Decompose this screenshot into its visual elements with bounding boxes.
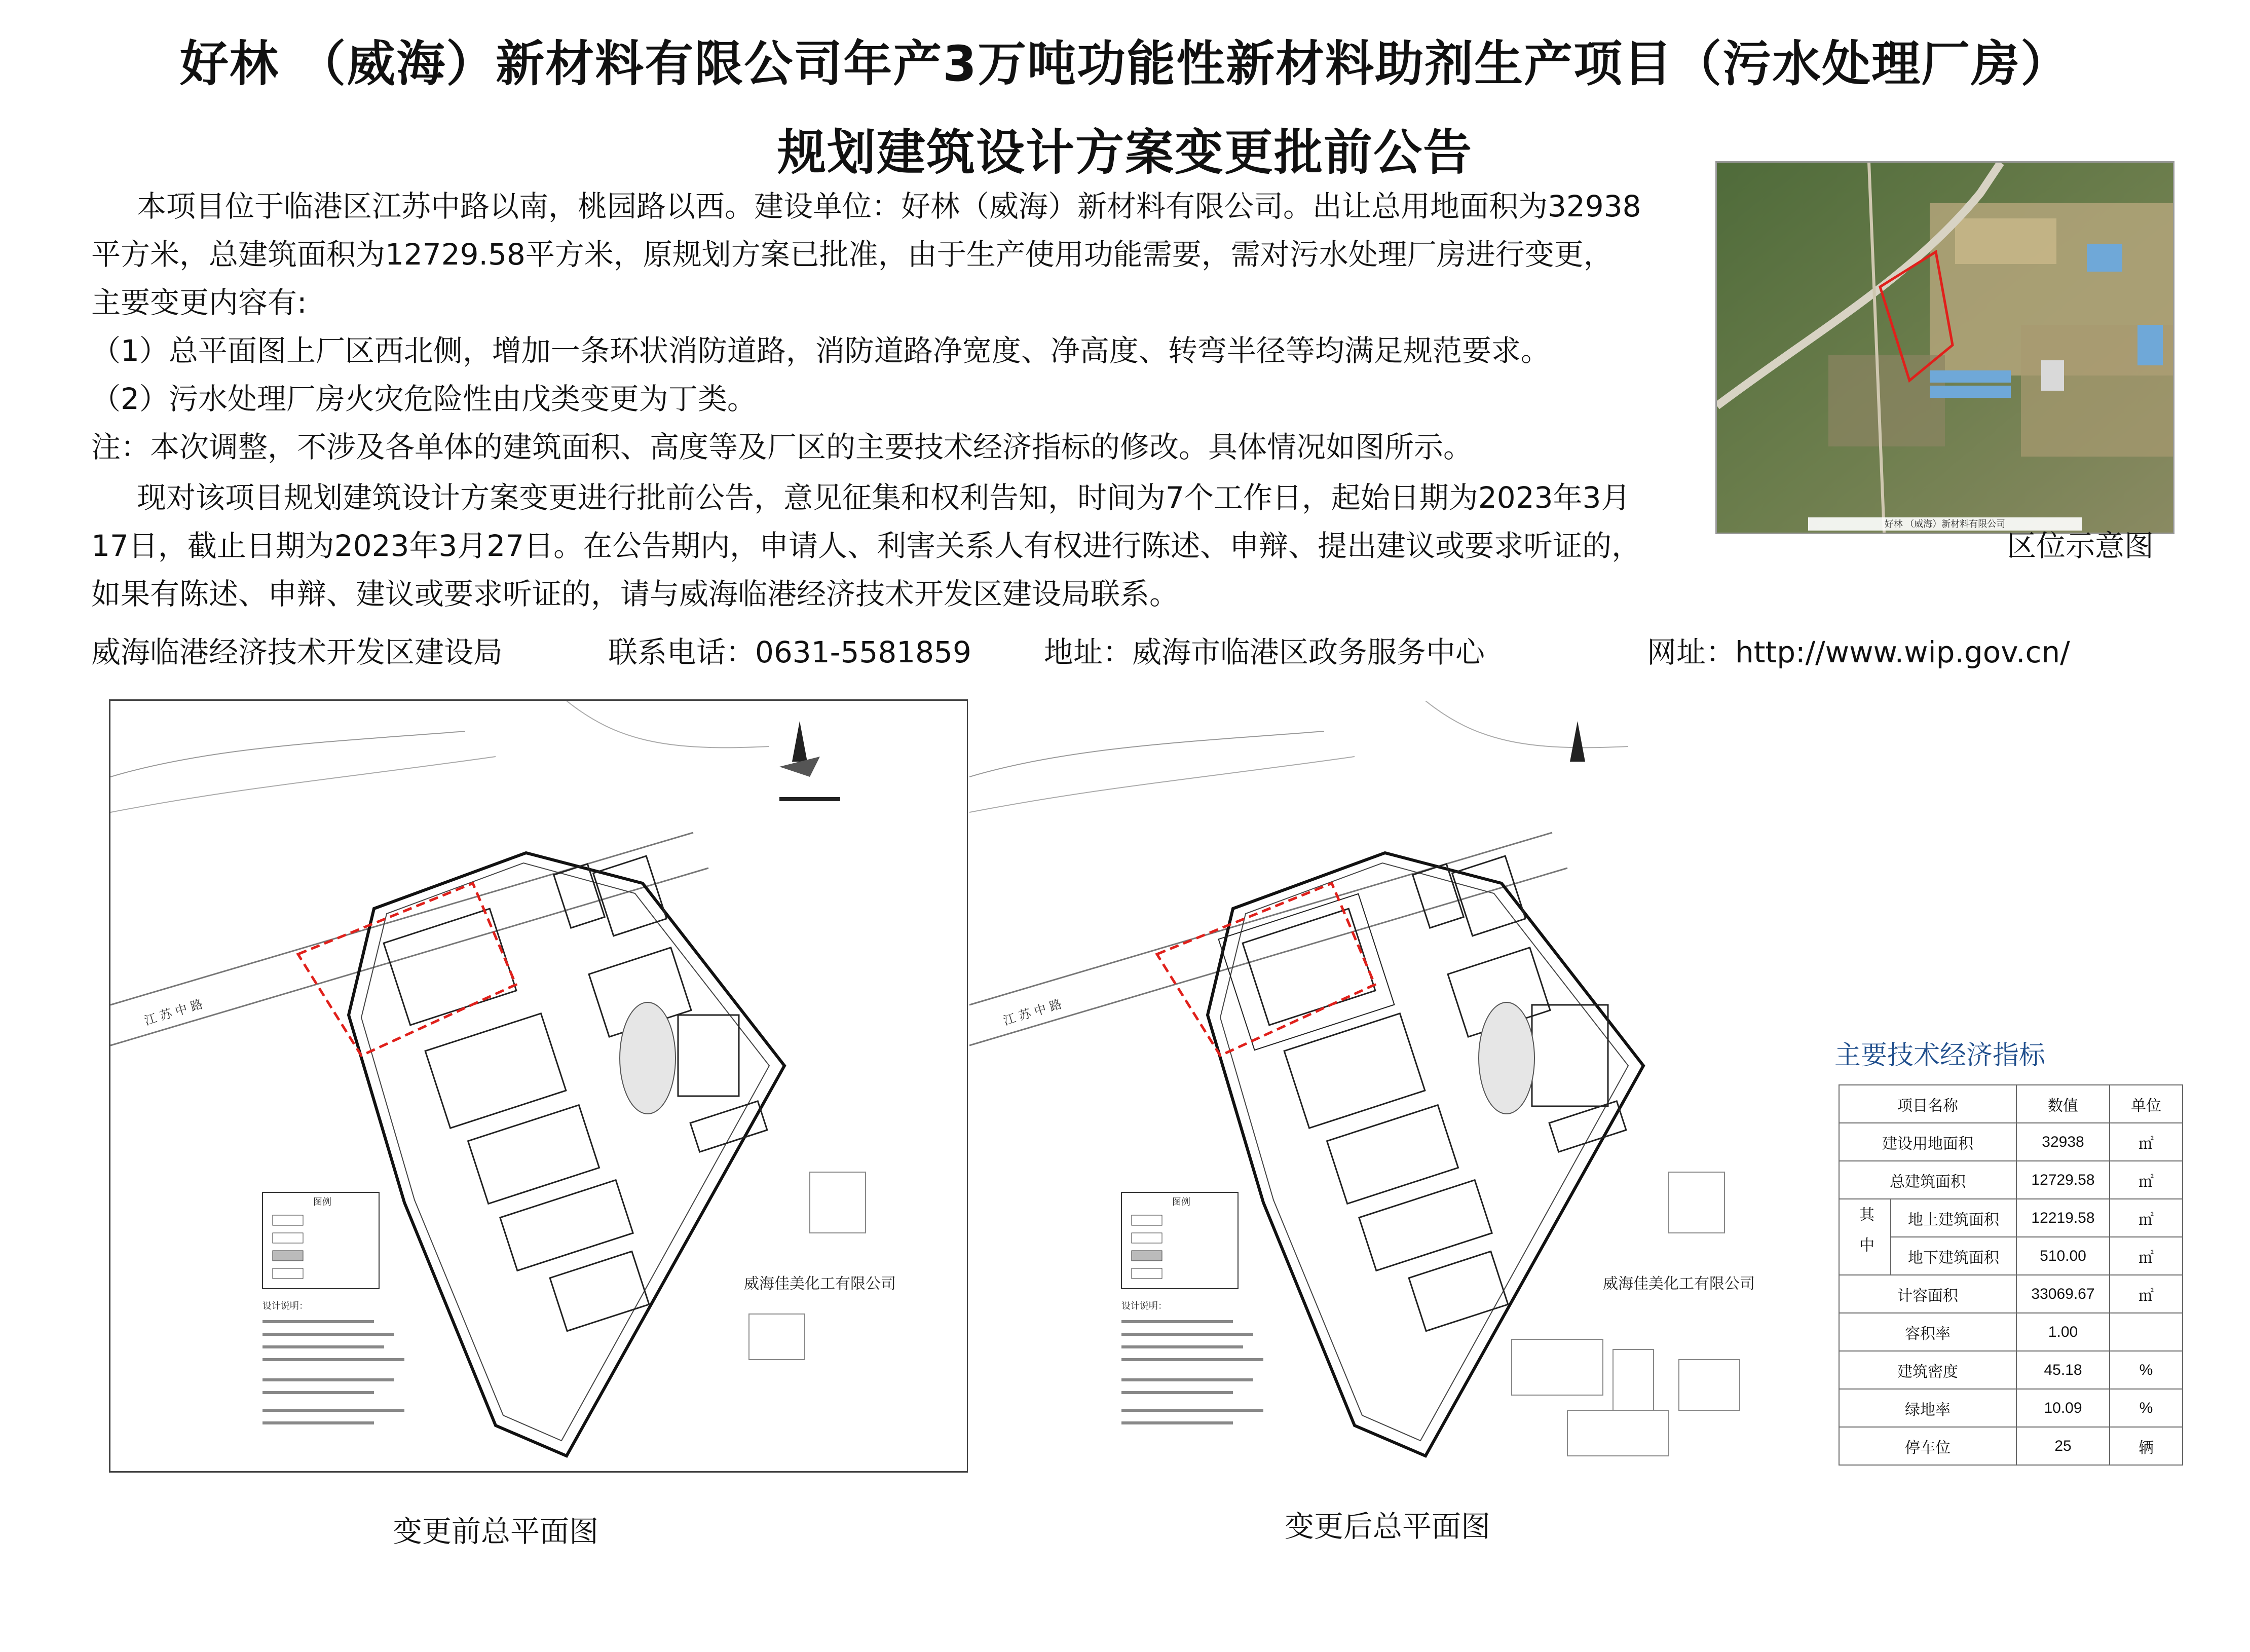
footer-website[interactable]: 网址：http://www.wip.gov.cn/ [1647,635,2070,669]
plan-before-caption: 变更前总平面图 [393,1514,599,1549]
location-map-caption: 区位示意图 [2007,529,2154,563]
location-map [1715,161,2174,534]
aerial-image [1717,163,2173,533]
table-row: 计容面积 33069.67 ㎡ [1839,1275,2183,1313]
table-row: 停车位 25 辆 [1839,1427,2183,1465]
indicators-title: 主要技术经济指标 [1834,1040,2046,1071]
paragraph-2-line-2: 17日，截止日期为2023年3月27日。在公告期内，申请人、利害关系人有权进行陈述、申辩、提出建议或要求听证的， [91,529,1641,563]
footer-phone: 联系电话：0631-5581859 [608,635,971,669]
footer-address: 地址：威海市临港区政务服务中心 [1044,635,1485,669]
indicators-table [1839,1084,2183,1466]
legend-box [1121,1192,1238,1289]
change-item-1: （1）总平面图上厂区西北侧，增加一条环状消防道路，消防道路净宽度、净高度、转弯半径等均满足规范要求。 [91,333,1550,368]
table-row: 其中 地上建筑面积 12219.58 ㎡ [1839,1199,2183,1237]
svg-text:图例: 图例 [1172,1197,1190,1208]
svg-text:图例: 图例 [313,1197,331,1208]
scale-bar [779,797,840,801]
footer-org: 威海临港经济技术开发区建设局 [91,635,503,669]
table-row: 绿地率 10.09 % [1839,1389,2183,1427]
table-row: 地下建筑面积 510.00 ㎡ [1839,1237,2183,1275]
notice-subtitle: 规划建筑设计方案变更批前公告 [777,124,1473,181]
table-row: 总建筑面积 12729.58 ㎡ [1839,1161,2183,1199]
paragraph-2-line-1: 现对该项目规划建筑设计方案变更进行批前公告，意见征集和权利告知，时间为7个工作日，起始日期为2023年3月 [137,480,1631,515]
table-row: 建筑密度 45.18 % [1839,1351,2183,1389]
change-area-before [298,883,516,1056]
road-label: 江 苏 中 路 [142,997,205,1028]
road-label: 江 苏 中 路 [1001,997,1064,1028]
group-label: 其中 [1839,1199,1891,1275]
table-row: 容积率 1.00 [1839,1313,2183,1351]
plan-after-caption: 变更后总平面图 [1285,1509,1491,1544]
neighbor-label: 威海佳美化工有限公司 [1603,1275,1755,1292]
neighbor-label: 威海佳美化工有限公司 [744,1275,896,1292]
table-header-row: 项目名称 数值 单位 [1839,1085,2183,1123]
design-notes-title: 设计说明： [1121,1301,1167,1311]
notice-title: 好林 （威海）新材料有限公司年产3万吨功能性新材料助剂生产项目（污水处理厂房） [179,35,2071,92]
site-plan-before [109,699,968,1473]
paragraph-1-line-1: 本项目位于临港区江苏中路以南，桃园路以西。建设单位：好林（威海）新材料有限公司。出让总用地面积为32938 [137,189,1641,223]
change-item-2: （2）污水处理厂房火灾危险性由戊类变更为丁类。 [91,382,757,416]
paragraph-1-line-2: 平方米，总建筑面积为12729.58平方米，原规划方案已批准，由于生产使用功能需要，需对污水处理厂房进行变更， [91,237,1613,272]
table-row: 建设用地面积 32938 ㎡ [1839,1123,2183,1161]
map-label: 好林 （威海）新材料有限公司 [1884,519,2006,529]
north-arrow-icon [779,721,820,777]
site-plan-after [968,699,1827,1473]
design-notes-title: 设计说明： [262,1301,308,1311]
paragraph-1-line-3: 主要变更内容有: [91,285,307,320]
note-text: 注：本次调整，不涉及各单体的建筑面积、高度等及厂区的主要技术经济指标的修改。具体情况如图所示。 [91,430,1473,464]
north-arrow-icon [1570,721,1585,762]
legend-box [262,1192,379,1289]
paragraph-2-line-3: 如果有陈述、申辩、建议或要求听证的，请与威海临港经济技术开发区建设局联系。 [91,577,1179,611]
change-area-after [1157,883,1375,1056]
